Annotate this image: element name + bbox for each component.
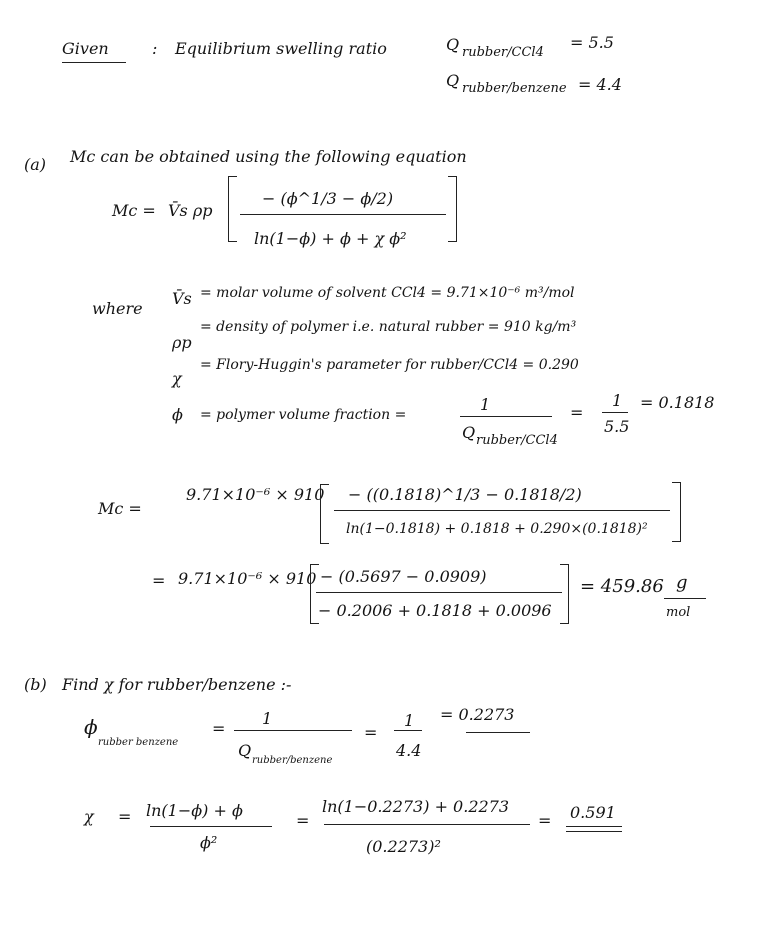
chi-lhs: χ (84, 807, 94, 826)
phi-fraction-numerator: 1 (480, 395, 491, 414)
chi-result: 0.591 (570, 803, 616, 822)
phi-value-bar (602, 412, 628, 413)
mc-result-unit-bar (664, 598, 706, 599)
def-vs-text: = molar volume of solvent CCl4 = 9.71×10⁻⁶ m³/mol (200, 285, 575, 301)
phi-benzene-equals2: = (364, 723, 378, 742)
phi-benzene-equals: = (212, 719, 226, 738)
given-text: Equilibrium swelling ratio (175, 39, 387, 58)
def-rho-symbol: ρp (172, 333, 192, 352)
chi-equals2: = (296, 811, 310, 830)
given-underline (62, 62, 126, 63)
q1-symbol: Q (446, 35, 460, 54)
mc-equation-coef: V̄s ρp (168, 201, 213, 220)
phi-benzene-subscript: rubber benzene (98, 737, 179, 748)
mc-calc-numerator: − ((0.1818)^1/3 − 0.1818/2) (348, 485, 582, 504)
chi-formula-numerator: ln(1−ϕ) + ϕ (146, 801, 243, 820)
q2-symbol: Q (446, 71, 460, 90)
q2-value: = 4.4 (578, 75, 622, 94)
phi-benzene-numerator: 1 (262, 709, 273, 728)
chi-calc-denominator: (0.2273)² (366, 837, 441, 856)
chi-result-underline-2 (566, 831, 622, 832)
phi-value-denominator: 5.5 (604, 417, 630, 436)
phi-benzene-value-numerator: 1 (404, 711, 415, 730)
q1-value: = 5.5 (570, 33, 614, 52)
mc-result-unit-numerator: g (676, 572, 688, 593)
phi-fraction-denominator-sub: rubber/CCl4 (476, 433, 558, 448)
part-b-label: (b) (24, 675, 47, 694)
mc-calc2-denominator: − 0.2006 + 0.1818 + 0.0096 (318, 601, 552, 620)
chi-equals: = (118, 807, 132, 826)
mc-calc2-numerator: − (0.5697 − 0.0909) (320, 567, 487, 586)
q2-subscript: rubber/benzene (462, 81, 567, 96)
def-chi-symbol: χ (172, 369, 182, 388)
mc-calc2-right-bracket (560, 564, 569, 624)
mc-equation-denominator: ln(1−ϕ) + ϕ + χ ϕ² (254, 229, 407, 248)
phi-benzene-denominator-sub: rubber/benzene (252, 755, 333, 766)
where-label: where (92, 299, 143, 318)
mc-calc2-fraction-bar (316, 592, 562, 593)
mc-right-bracket (448, 176, 457, 242)
phi-benzene-value-denominator: 4.4 (396, 741, 422, 760)
mc-calc2-coef: 9.71×10⁻⁶ × 910 (178, 569, 317, 588)
mc-calc-fraction-bar (334, 510, 670, 511)
mc-result-unit-denominator: mol (666, 605, 691, 620)
part-a-label: (a) (24, 155, 47, 174)
mc-calc-coef: 9.71×10⁻⁶ × 910 (186, 485, 325, 504)
phi-fraction-denominator: Q (462, 423, 476, 442)
def-phi-text: = polymer volume fraction = (200, 407, 407, 423)
phi-benzene-result: = 0.2273 (440, 705, 515, 724)
mc-equation-numerator: − (ϕ^1/3 − ϕ/2) (262, 189, 394, 208)
given-colon: : (152, 39, 158, 58)
mc-calc2-equals: = (152, 571, 166, 590)
chi-result-underline-1 (566, 826, 622, 827)
phi-fraction-bar (460, 416, 552, 417)
phi-value-numerator: 1 (612, 391, 623, 410)
part-a-intro: Mc can be obtained using the following equation (70, 147, 467, 166)
chi-calc-bar (324, 824, 530, 825)
mc-calc-lhs: Mc = (98, 499, 142, 518)
chi-calc-numerator: ln(1−0.2273) + 0.2273 (322, 797, 510, 816)
chi-formula-bar (150, 826, 272, 827)
mc-calc-denominator: ln(1−0.1818) + 0.1818 + 0.290×(0.1818)² (346, 521, 648, 537)
mc-fraction-bar (240, 214, 446, 215)
phi-equals: = (570, 403, 584, 422)
def-vs-symbol: V̄s (172, 289, 192, 308)
mc-calc-right-bracket (672, 482, 681, 542)
mc-left-bracket (228, 176, 237, 242)
phi-benzene-result-underline (466, 732, 530, 733)
q1-subscript: rubber/CCl4 (462, 45, 544, 60)
phi-benzene-denominator: Q (238, 741, 252, 760)
phi-benzene-symbol: ϕ (84, 715, 98, 739)
mc-calc-left-bracket (320, 484, 329, 544)
mc-result: = 459.86 (580, 576, 664, 597)
phi-result: = 0.1818 (640, 393, 715, 412)
part-b-intro: Find χ for rubber/benzene :- (62, 675, 292, 694)
def-chi-text: = Flory-Huggin's parameter for rubber/CCl4 = 0.290 (200, 357, 579, 373)
phi-benzene-value-bar (394, 730, 422, 731)
phi-benzene-fraction-bar (234, 730, 352, 731)
given-label: Given (62, 39, 109, 58)
mc-equation-lhs: Mc = (112, 201, 156, 220)
def-rho-text: = density of polymer i.e. natural rubber = 910 kg/m³ (200, 319, 577, 335)
chi-equals3: = (538, 811, 552, 830)
chi-formula-denominator: ϕ² (200, 833, 218, 852)
def-phi-symbol: ϕ (172, 405, 183, 424)
